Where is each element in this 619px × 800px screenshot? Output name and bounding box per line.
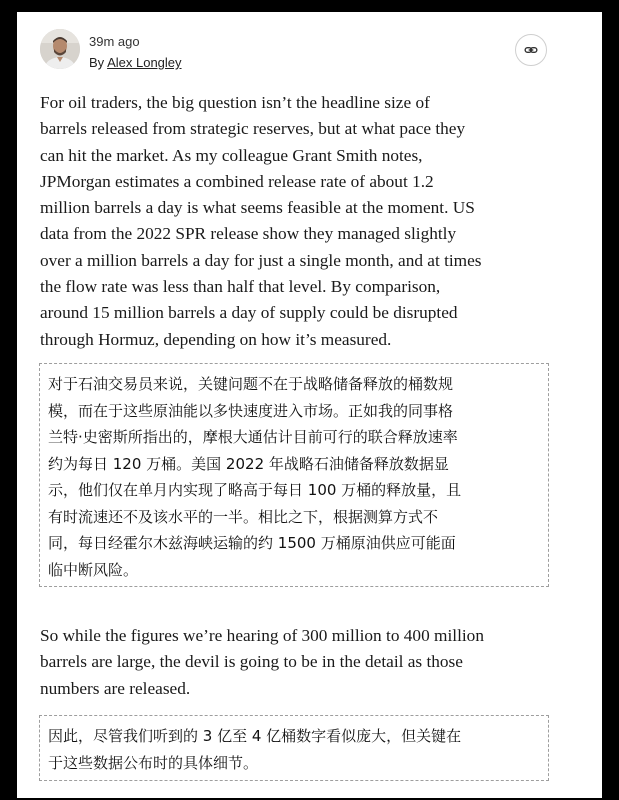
byline-prefix: By <box>89 55 108 70</box>
article-page <box>17 12 602 798</box>
author-link[interactable]: Alex Longley <box>107 55 182 70</box>
article-paragraph: For oil traders, the big question isn’t the headline size of barrels released from strategic reserves, but at what pace they can hit the market. As my colleague Grant Smith notes, JPMorgan estimates a combined release rate of about 1.2 million barrels a day is what seems feasible at the moment. US data from the 2022 SPR release show they managed slightly over a million barrels a day for just a single month, and at times the flow rate was less than half that level. By comparison, around 15 million barrels a day of supply could be disrupted through Hormuz, depending on how it’s measured. <box>40 93 482 349</box>
avatar-image <box>40 29 80 69</box>
author-avatar[interactable] <box>40 29 80 69</box>
post-time: 39m ago <box>89 34 140 49</box>
copy-link-button[interactable] <box>515 34 547 66</box>
translation-box: 因此，尽管我们听到的 3 亿至 4 亿桶数字看似庞大，但关键在 于这些数据公布时的具体细节。 <box>39 715 549 781</box>
byline <box>89 55 182 70</box>
post-header <box>17 12 602 84</box>
link-icon <box>524 43 538 57</box>
article-paragraph: So while the figures we’re hearing of 300 million to 400 million barrels are large, the devil is going to be in the detail as those numbers are released. <box>40 626 484 698</box>
translation-box: 对于石油交易员来说，关键问题不在于战略储备释放的桶数规 模，而在于这些原油能以多快速度进入市场。正如我的同事格 兰特·史密斯所指出的，摩根大通估计目前可行的联合释放速率 约为每日 120 万桶。美国 2022 年战略石油储备释放数据显 示，他们仅在单月内实现了略高于每日 100 万桶的释放量，且 有时流速还不及该水平的一半。相比之下，根据测算方式不 同，每日经霍尔木兹海峡运输的约 1500 万桶原油供应可能面 临中断风险。 <box>39 363 549 587</box>
